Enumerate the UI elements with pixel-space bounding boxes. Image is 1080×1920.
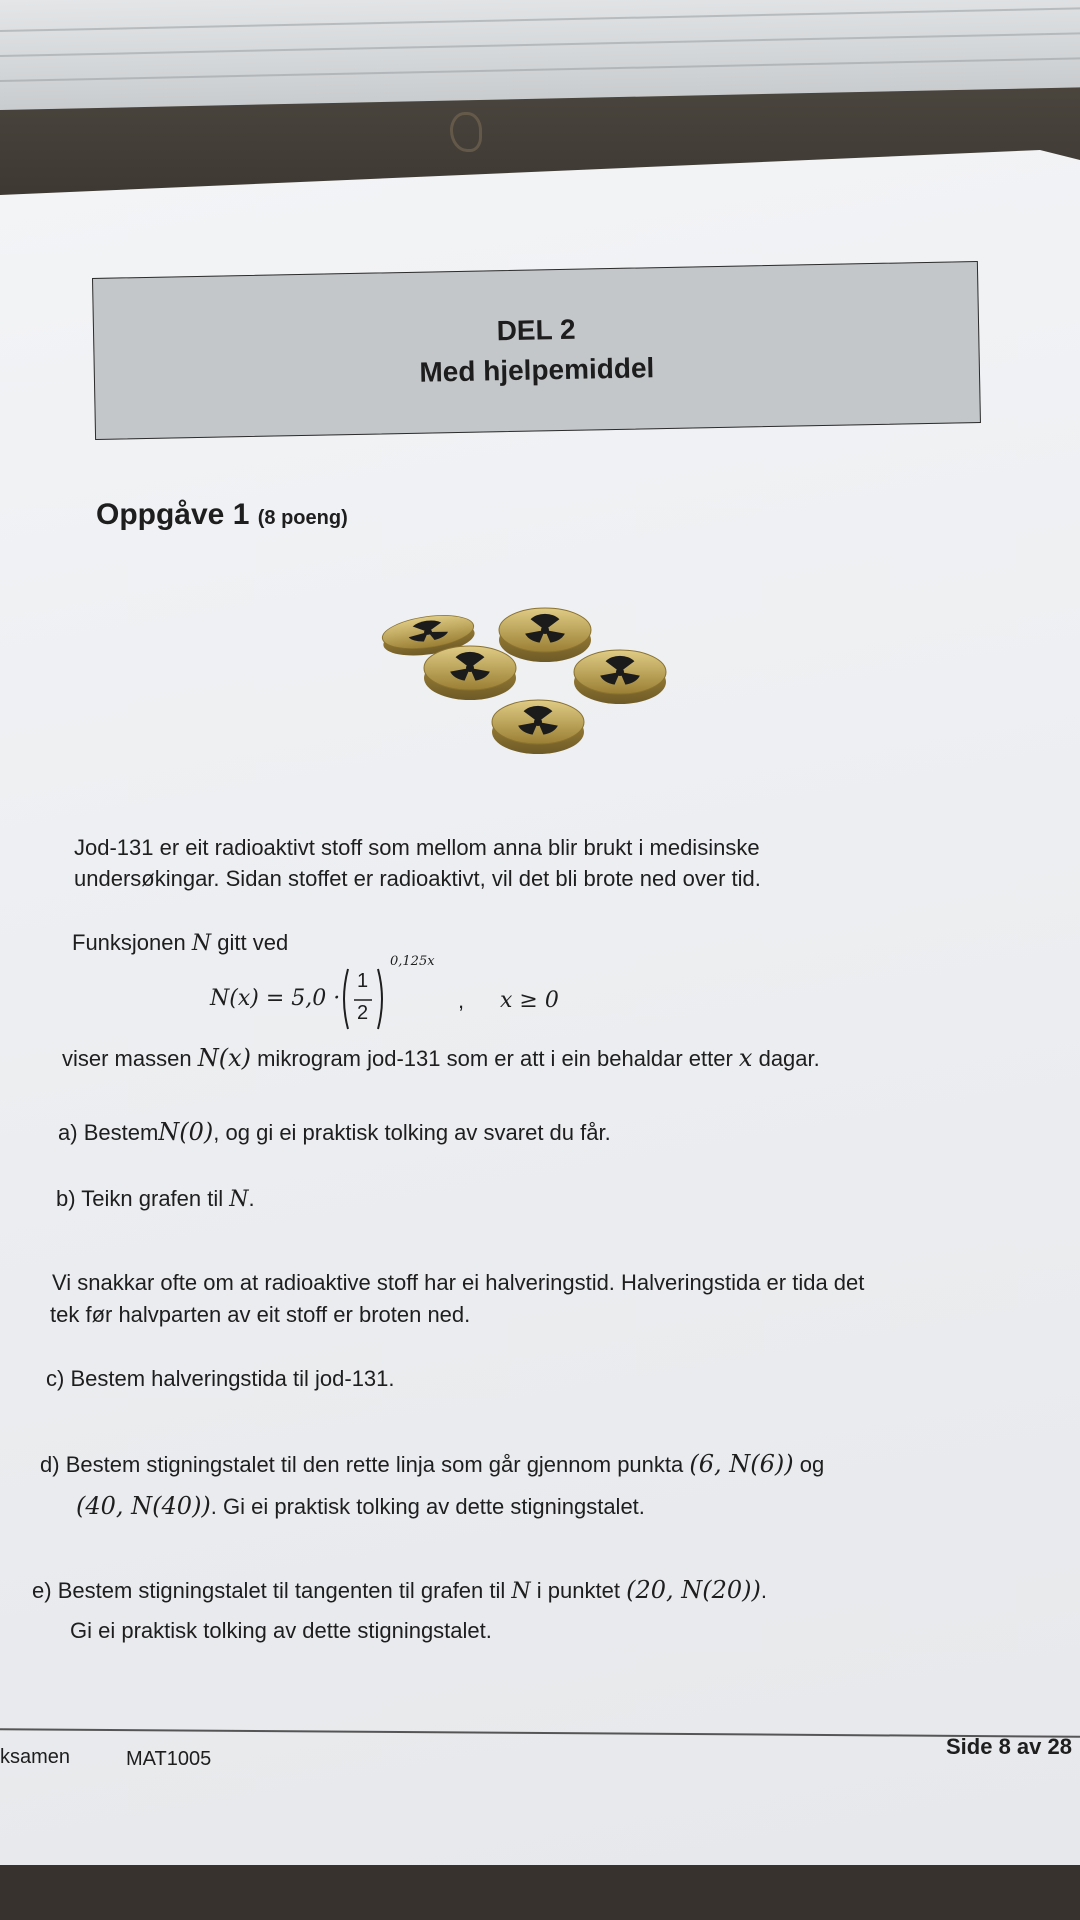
question-d-text2: og <box>799 1452 825 1477</box>
pencil-mark <box>450 112 482 152</box>
function-intro-text: Funksjonen <box>72 930 186 955</box>
question-d-text3: . Gi ei praktisk tolking av dette stigningstalet. <box>210 1494 645 1519</box>
table-bottom <box>0 1865 1080 1920</box>
explanation-after: dagar. <box>758 1046 820 1071</box>
function-name: N <box>191 931 212 956</box>
halving-line-1: Vi snakkar ofte om at radioaktive stoff har ei halveringstid. Halveringstida er tida det <box>52 1270 865 1295</box>
section-subtitle: Med hjelpemiddel <box>419 352 655 388</box>
question-b-label: b) <box>56 1186 76 1211</box>
footer-course-code: MAT1005 <box>126 1748 212 1770</box>
question-e-expr-n: N <box>511 1579 531 1604</box>
question-a <box>58 1118 611 1146</box>
explanation-nx: N(x) <box>197 1044 251 1072</box>
question-e-line-2: Gi ei praktisk tolking av dette stigningstalet. <box>70 1618 492 1643</box>
question-d-expr1: (6, N(6)) <box>689 1450 794 1478</box>
question-e-text3: . <box>760 1578 767 1603</box>
page-number: Side 8 av 28 <box>946 1734 1072 1759</box>
explanation-before: viser massen <box>62 1046 192 1071</box>
task-points: (8 poeng) <box>257 507 348 529</box>
question-b-expr: N <box>229 1187 249 1212</box>
function-intro-after: gitt ved <box>217 930 289 955</box>
explanation-x: x <box>738 1044 753 1072</box>
question-a-text2: , og gi ei praktisk tolking av svaret du får. <box>213 1120 611 1145</box>
task-title-text: Oppgåve 1 <box>96 498 250 531</box>
fraction-numerator: 1 <box>357 970 369 992</box>
question-d-line-2 <box>76 1492 645 1520</box>
question-e-label: e) <box>32 1578 52 1603</box>
question-d-text1: Bestem stigningstalet til den rette linja som går gjennom punkta <box>65 1452 684 1477</box>
question-b <box>56 1186 255 1212</box>
task-title <box>96 498 348 532</box>
question-c-text: Bestem halveringstida til jod-131. <box>70 1366 395 1391</box>
question-e-expr: (20, N(20)) <box>626 1576 761 1604</box>
section-title: DEL 2 <box>496 313 576 347</box>
question-a-expr: N(0) <box>158 1118 214 1146</box>
question-e-text1: Bestem stigningstalet til tangenten til grafen til <box>57 1578 506 1603</box>
halving-line-2: tek før halvparten av eit stoff er broten ned. <box>50 1302 471 1327</box>
explanation <box>62 1044 820 1072</box>
question-b-text2: . <box>248 1186 255 1211</box>
intro-line-2: undersøkingar. Sidan stoffet er radioaktivt, vil det bli brote ned over tid. <box>74 866 761 891</box>
formula-exponent: 0,125x <box>390 954 435 969</box>
question-e <box>32 1576 767 1604</box>
question-e-text2: i punktet <box>536 1578 620 1603</box>
section-header-box <box>92 261 981 440</box>
radioactive-coins-icon <box>370 590 670 770</box>
formula <box>210 954 570 1040</box>
function-intro <box>72 930 288 956</box>
intro-line-1: Jod-131 er eit radioaktivt stoff som mellom anna blir brukt i medisinske <box>74 835 760 860</box>
question-c-label: c) <box>46 1366 65 1391</box>
fraction-denominator: 2 <box>357 1002 369 1024</box>
formula-lhs: N(x) = 5,0 · <box>210 986 341 1011</box>
formula-comma: , <box>458 988 465 1013</box>
question-b-text1: Teikn grafen til <box>81 1186 224 1211</box>
footer-left: ksamen <box>0 1746 71 1768</box>
question-d-expr2: (40, N(40)) <box>76 1492 211 1520</box>
question-a-label: a) <box>58 1120 78 1145</box>
question-d-label: d) <box>40 1452 60 1477</box>
question-d <box>40 1450 824 1478</box>
formula-domain: x ≥ 0 <box>500 988 559 1013</box>
question-a-text1: Bestem <box>83 1120 159 1145</box>
question-c <box>46 1366 395 1392</box>
explanation-middle: mikrogram jod-131 som er att i ein behaldar etter <box>257 1046 733 1071</box>
